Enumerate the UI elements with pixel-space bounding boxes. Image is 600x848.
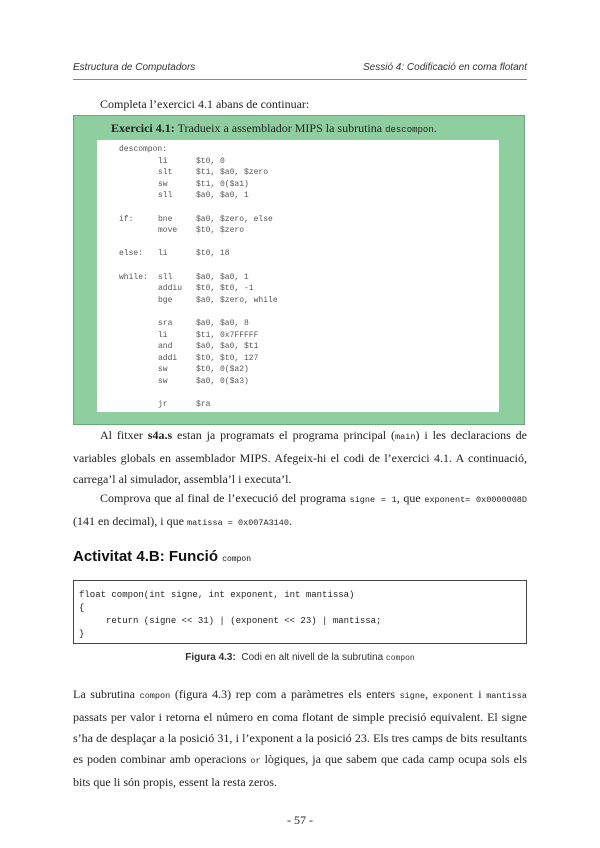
asm-op: sll [158, 191, 173, 200]
p1-t3: ) i les declaracions de variables globals en assemblador MIPS. Afegeix-hi el codi de l’exercici 4.1. A continuació, carrega’l al simulador, assembla’l i executa’l. [73, 428, 527, 486]
p3-t2: (figura 4.3) rep com a paràmetres els enters [170, 687, 400, 701]
p1-main: main [395, 432, 416, 442]
asm-args: $t1, $a0, $zero [196, 168, 269, 177]
asm-op: sll [158, 273, 173, 282]
asm-op: addiu [158, 284, 183, 293]
exercise-title [111, 121, 437, 136]
asm-op: sra [158, 319, 173, 328]
asm-op: and [158, 342, 173, 351]
asm-args: $a0, $a0, 1 [196, 273, 249, 282]
asm-op: slt [158, 168, 173, 177]
exercise-label: Exercici 4.1: [111, 121, 175, 135]
p3-c4: mantissa [486, 691, 527, 701]
paragraph-2 [73, 488, 527, 534]
p3-t3: , [425, 687, 433, 701]
p2-c2: exponent= 0x0000008D [424, 495, 528, 505]
paragraph-1 [73, 425, 527, 490]
caption-code: compon [385, 654, 415, 663]
p3-c5: or [250, 756, 261, 766]
asm-label: if: [119, 215, 134, 224]
asm-label: descompon: [119, 145, 168, 154]
asm-op: move [158, 226, 178, 235]
asm-op: bge [158, 296, 173, 305]
p2-t1: Comprova que al final de l’execució del programa [100, 491, 350, 505]
figure-caption [0, 652, 600, 663]
asm-args: $t0, 18 [196, 249, 230, 258]
asm-args: $t0, $zero [196, 226, 245, 235]
asm-args: $a0, $a0, 1 [196, 191, 249, 200]
asm-args: $a0, $a0, 8 [196, 319, 249, 328]
asm-op: sw [158, 180, 168, 189]
asm-op: sw [158, 377, 168, 386]
asm-op: sw [158, 365, 168, 374]
p2-c3: matissa = 0x007A3140 [186, 518, 289, 528]
p3-c1: compon [139, 691, 171, 701]
intro-text: Completa l’exercici 4.1 abans de continuar: [100, 97, 310, 111]
asm-op: addi [158, 354, 178, 363]
asm-args: $t1, 0($a1) [196, 180, 249, 189]
compon-line-1: float compon(int signe, int exponent, int mantissa) [79, 590, 355, 600]
asm-op: li [158, 157, 168, 166]
asm-label: while: [119, 273, 148, 282]
exercise-code: descompon [385, 125, 434, 135]
exercise-end: . [433, 121, 437, 135]
section-title [73, 548, 251, 565]
paragraph-3 [73, 684, 527, 793]
p2-t3: (141 en decimal), i que [73, 514, 187, 528]
p3-t5: passats per valor i retorna el número en coma flotant de simple precisió equivalent. El signe s’ha de desplaçar a la posició 31, i l’exponent a la posició 23. Els tres camps de bits resultants es poden combinar amb operacions [73, 710, 527, 766]
section-text: Activitat 4.B: Funció [73, 548, 223, 565]
asm-op: li [158, 249, 168, 258]
section-code: compon [222, 555, 251, 564]
asm-args: $t0, 0($a2) [196, 365, 249, 374]
p2-t2: , que [396, 491, 425, 505]
asm-op: bne [158, 215, 173, 224]
asm-args: $t0, 0 [196, 157, 225, 166]
header-left: Estructura de Computadors [73, 62, 196, 73]
p2-c1: signe = 1 [349, 495, 397, 505]
p3-t6: lògiques, ja que sabem que cada camp ocupa sols els bits que li són propis, essent la resta zeros. [73, 752, 527, 789]
asm-args: $a0, $zero, else [196, 215, 273, 224]
asm-op: li [158, 331, 168, 340]
asm-args: $t0, $t0, 127 [196, 354, 259, 363]
p1-t1: Al fitxer [100, 428, 148, 442]
header-right: Sessió 4: Codificació en coma flotant [363, 62, 527, 73]
asm-args: $a0, 0($a3) [196, 377, 249, 386]
p2-t4: . [289, 514, 292, 528]
caption-label: Figura 4.3: [185, 652, 236, 663]
p3-c2: signe [399, 691, 426, 701]
exercise-text: Tradueix a assemblador MIPS la subrutina [177, 121, 383, 135]
compon-line-4: } [79, 629, 85, 639]
p1-t2: estan ja programats el programa principal ( [172, 428, 396, 442]
asm-args: $t1, 0x7FFFFF [196, 331, 259, 340]
asm-label: else: [119, 249, 144, 258]
asm-op: jr [158, 400, 168, 409]
page-number: - 57 - [287, 813, 313, 827]
asm-args: $ra [196, 400, 211, 409]
header-rule [73, 79, 527, 80]
caption-text: Codi en alt nivell de la subrutina [235, 652, 386, 663]
asm-args: $a0, $a0, $t1 [196, 342, 259, 351]
p1-file: s4a.s [147, 428, 173, 442]
p3-t1: La subrutina [73, 687, 140, 701]
compon-line-2: { [79, 603, 85, 613]
p3-c3: exponent [432, 691, 474, 701]
asm-args: $t0, $t0, -1 [196, 284, 254, 293]
compon-line-3: return (signe << 31) | (exponent << 23) | mantissa; [79, 616, 382, 626]
asm-args: $a0, $zero, while [196, 296, 278, 305]
p3-t4: i [473, 687, 487, 701]
